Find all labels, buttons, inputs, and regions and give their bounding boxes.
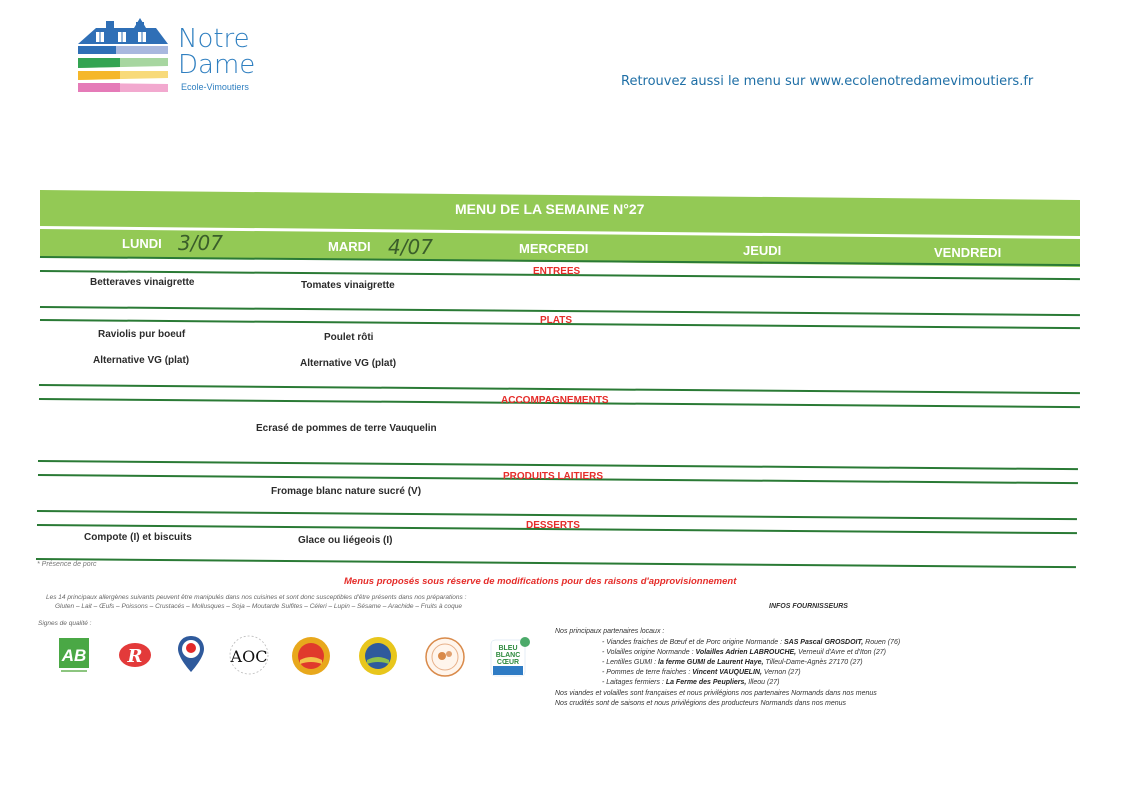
- suppliers-intro: Nos principaux partenaires locaux :: [555, 628, 665, 635]
- day-vendredi: VENDREDI: [934, 245, 1002, 260]
- supplier-place: Verneuil d'Avre et d'Iton (27): [796, 649, 886, 656]
- allergens-intro: Les 14 principaux allergènes suivants peuvent être manipulés dans nos cuisines et sont donc susceptibles d'être présents dans nos préparations :: [46, 594, 467, 601]
- dish-mardi-dessert: Glace ou liégeois (I): [298, 535, 393, 546]
- date-mardi: 4/07: [388, 235, 433, 259]
- school-building-icon: [76, 16, 176, 98]
- svg-text:BLEU: BLEU: [498, 645, 518, 652]
- allergens-list: Gluten – Lait – Œufs – Poissons – Crustacés – Mollusques – Soja – Moutarde Sulfites – Céleri – Lupin – Sésame – Arachide – Fruits à coque: [55, 603, 462, 610]
- footnote: * Présence de porc: [37, 561, 97, 568]
- aop-seal-icon: [291, 636, 331, 680]
- supplier-name: Vincent VAUQUELIN,: [692, 669, 762, 676]
- day-lundi: LUNDI: [122, 236, 162, 251]
- supplier-category: - Pommes de terre fraiches :: [602, 669, 693, 676]
- dish-mardi-plat: Poulet rôti: [324, 332, 374, 343]
- supplier-item: [602, 679, 779, 686]
- supplier-category: - Laitages fermiers :: [602, 679, 666, 686]
- dish-lundi-dessert: Compote (I) et biscuits: [84, 532, 192, 543]
- supplier-item: [602, 669, 801, 676]
- supplier-category: - Volailles origine Normande :: [602, 649, 696, 656]
- divider-line: [36, 558, 1076, 568]
- logo-subtitle: Ecole-Vimoutiers: [181, 82, 249, 92]
- supplier-item: [602, 649, 886, 656]
- supplier-note: Nos crudités sont de saisons et nous privilégions des producteurs Normands dans nos menus: [555, 700, 847, 707]
- disclaimer: Menus proposés sous réserve de modifications pour des raisons d'approvisionnement: [344, 576, 737, 587]
- menu-title: MENU DE LA SEMAINE N°27: [455, 201, 645, 217]
- day-mardi: MARDI: [328, 239, 371, 254]
- dish-lundi-entree: Betteraves vinaigrette: [90, 277, 195, 288]
- fermier-seal-icon: [424, 636, 464, 680]
- supplier-item: [602, 659, 863, 666]
- quality-label: Signes de qualité :: [38, 620, 92, 627]
- section-title-accompagnements: ACCOMPAGNEMENTS: [501, 395, 609, 406]
- supplier-name: la ferme GUMI de Laurent Haye,: [658, 659, 764, 666]
- dish-mardi-plat-vg: Alternative VG (plat): [300, 358, 397, 369]
- supplier-note: Nos viandes et volailles sont françaises et nous privilégions nos partenaires Normands dans nos menus: [555, 690, 877, 697]
- label-rouge-text: R: [127, 646, 143, 667]
- divider-line: [39, 384, 1080, 394]
- supplier-place: Rouen (76): [863, 639, 901, 646]
- supplier-name: Volailles Adrien LABROUCHE,: [695, 649, 797, 656]
- dish-lundi-plat-vg: Alternative VG (plat): [93, 355, 190, 366]
- supplier-category: - Viandes fraiches de Bœuf et de Porc origine Normande :: [602, 639, 784, 646]
- aoc-icon: [226, 634, 266, 678]
- svg-text:BLANC: BLANC: [495, 652, 521, 659]
- dish-mardi-laitier: Fromage blanc nature sucré (V): [271, 486, 422, 497]
- date-lundi: 3/07: [178, 231, 223, 255]
- aoc-text: AOC: [230, 647, 268, 666]
- svg-text:CŒUR: CŒUR: [496, 659, 520, 666]
- igp-seal-icon: [358, 636, 398, 680]
- logo-name-line2: Dame: [178, 50, 256, 80]
- divider-line: [38, 460, 1078, 470]
- label-rouge-icon: [118, 640, 158, 684]
- origin-pin-icon: [176, 634, 216, 678]
- logo-name-line1: Notre: [178, 24, 250, 54]
- dish-lundi-plat: Raviolis pur boeuf: [98, 329, 186, 340]
- section-title-desserts: DESSERTS: [526, 520, 580, 531]
- ab-text: AB: [61, 646, 87, 665]
- day-jeudi: JEUDI: [743, 243, 782, 258]
- dish-mardi-accompagnement: Ecrasé de pommes de terre Vauquelin: [256, 423, 437, 434]
- section-title-entrees: ENTREES: [533, 266, 581, 277]
- supplier-place: Vernon (27): [761, 669, 801, 676]
- website-link[interactable]: Retrouvez aussi le menu sur www.ecolenotredamevimoutiers.fr: [621, 74, 1034, 89]
- ab-organic-icon: [57, 634, 97, 678]
- supplier-place: Tilleul-Dame-Agnès 27170 (27): [763, 659, 863, 666]
- day-mercredi: MERCREDI: [519, 241, 589, 256]
- section-title-produits-laitiers: PRODUITS LAITIERS: [503, 471, 604, 482]
- supplier-name: SAS Pascal GROSDOIT,: [783, 639, 864, 646]
- dish-mardi-entree: Tomates vinaigrette: [301, 280, 395, 291]
- supplier-place: Illeou (27): [746, 679, 780, 686]
- supplier-category: - Lentilles GUMI :: [602, 659, 659, 666]
- suppliers-title: INFOS FOURNISSEURS: [769, 603, 848, 610]
- supplier-name: La Ferme des Peupliers,: [665, 679, 747, 686]
- bleu-blanc-coeur-icon: [489, 634, 529, 678]
- divider-line: [37, 510, 1077, 520]
- supplier-item: [602, 639, 900, 646]
- section-title-plats: PLATS: [540, 315, 573, 326]
